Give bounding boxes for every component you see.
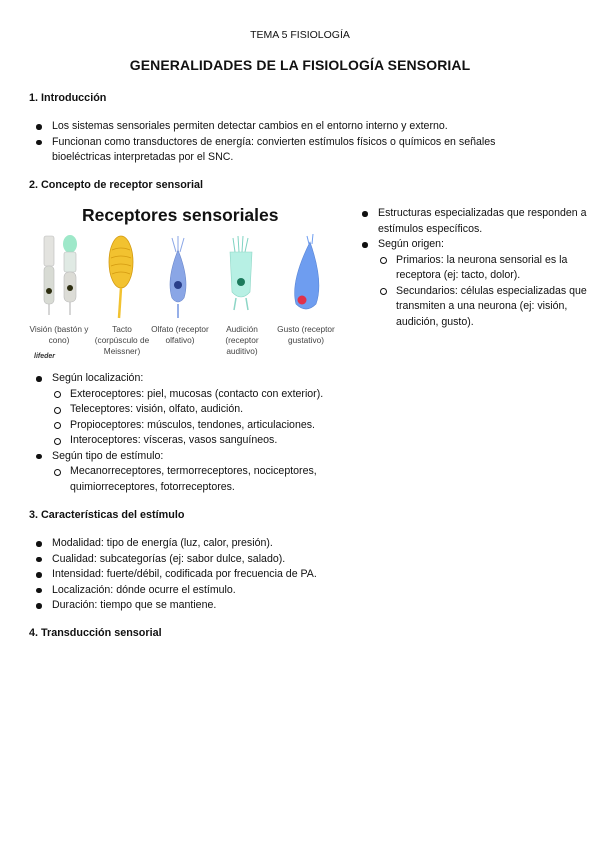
list-item — [355, 237, 590, 330]
figure-caption: Tacto (corpúsculo de Meissner) — [94, 324, 150, 356]
list-item-label: Según origen: — [378, 238, 444, 250]
list-item: Estructuras especializadas que responden a estímulos específicos. — [355, 206, 590, 237]
figure-caption: Gusto (receptor gustativo) — [277, 324, 335, 345]
sublist-item: Teleceptores: visión, olfato, audición. — [52, 402, 369, 418]
cone-cell-icon — [63, 235, 77, 315]
list-item: Cualidad: subcategorías (ej: sabor dulce, salado). — [29, 552, 529, 568]
gustatory-receptor-icon — [295, 234, 319, 309]
sublist-item: Exteroceptores: piel, mucosas (contacto con exterior). — [52, 387, 369, 403]
section-1-list — [29, 119, 529, 166]
figure-caption: Visión (bastón y cono) — [29, 324, 89, 345]
list-item: Funcionan como transductores de energía: convierten estímulos físicos o químicos en señales bioeléctricas interpretadas por el SNC. — [29, 135, 529, 166]
receptors-figure — [30, 200, 340, 365]
sublist-item: Mecanorreceptores, termorreceptores, nociceptores, quimiorreceptores, fotorreceptores. — [52, 464, 352, 495]
location-sublist — [52, 387, 369, 449]
list-item: Los sistemas sensoriales permiten detectar cambios en el entorno interno y externo. — [29, 119, 529, 135]
section-2-classification-list — [29, 371, 369, 495]
section-4-heading: 4. Transducción sensorial — [29, 627, 162, 639]
figure-title: Receptores sensoriales — [82, 205, 279, 225]
list-item: Intensidad: fuerte/débil, codificada por frecuencia de PA. — [29, 567, 529, 583]
section-2-heading: 2. Concepto de receptor sensorial — [29, 179, 203, 191]
rod-cell-icon — [44, 236, 54, 315]
figure-caption: Audición (receptor auditivo) — [225, 324, 259, 356]
list-item — [29, 449, 369, 496]
list-item: Localización: dónde ocurre el estímulo. — [29, 583, 529, 599]
running-header: TEMA 5 FISIOLOGÍA — [250, 29, 350, 41]
section-1-heading: 1. Introducción — [29, 92, 107, 104]
list-item: Duración: tiempo que se mantiene. — [29, 598, 529, 614]
list-item — [29, 371, 369, 449]
origin-sublist — [378, 253, 590, 331]
sublist-item: Interoceptores: vísceras, vasos sanguíneos. — [52, 433, 369, 449]
sublist-item: Secundarios: células especializadas que transmiten a una neurona (ej: visión, audición, gusto). — [378, 284, 590, 331]
stimulus-sublist — [52, 464, 352, 495]
section-3-heading: 3. Características del estímulo — [29, 509, 185, 521]
section-3-list — [29, 536, 529, 614]
figure-caption: Olfato (receptor olfativo) — [151, 324, 209, 345]
list-item-label: Según localización: — [52, 372, 144, 384]
list-item: Modalidad: tipo de energía (luz, calor, presión). — [29, 536, 529, 552]
sublist-item: Propioceptores: músculos, tendones, articulaciones. — [52, 418, 369, 434]
sublist-item: Primarios: la neurona sensorial es la receptora (ej: tacto, dolor). — [378, 253, 590, 284]
page-title: GENERALIDADES DE LA FISIOLOGÍA SENSORIAL — [129, 57, 471, 73]
auditory-receptor-icon — [230, 236, 252, 310]
section-2-right-list — [355, 206, 590, 330]
meissner-corpuscle-icon — [109, 236, 133, 318]
list-item-label: Según tipo de estímulo: — [52, 449, 164, 462]
figure-logo: lifeder — [34, 353, 56, 360]
olfactory-receptor-icon — [170, 236, 186, 318]
